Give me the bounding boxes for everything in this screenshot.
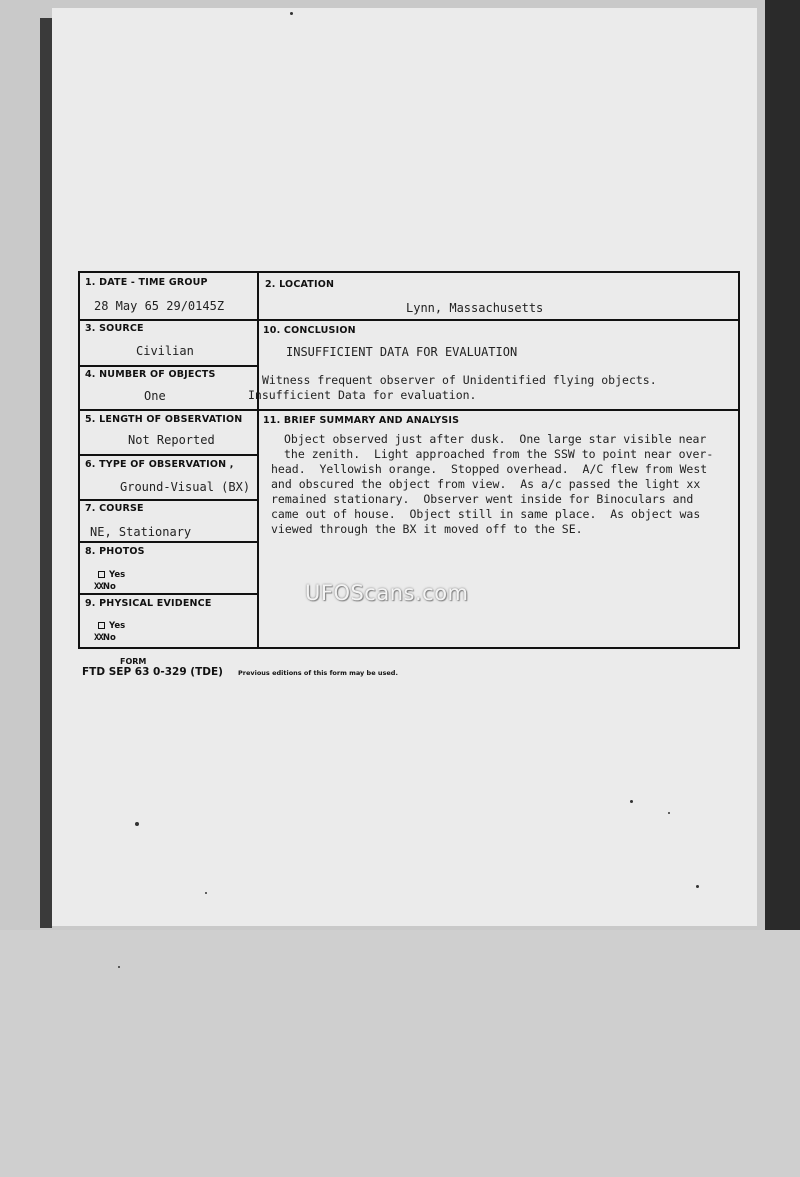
conclusion-label: 10. CONCLUSION xyxy=(263,325,356,336)
checkbox-icon xyxy=(98,571,105,578)
type-obs-value: Ground-Visual (BX) xyxy=(120,480,251,494)
source-value: Civilian xyxy=(136,344,194,358)
checkbox-icon xyxy=(98,622,105,629)
dust-speck xyxy=(696,885,699,888)
summary-line-3: head. Yellowish orange. Stopped overhead. A/C flew from West xyxy=(271,462,708,476)
watermark: UFOScans.com xyxy=(305,581,469,605)
location-label: 2. LOCATION xyxy=(265,279,335,290)
footer-form-id: FTD SEP 63 0-329 (TDE) xyxy=(82,666,223,678)
summary-line-4: and obscured the object from view. As a/c passed the light xx xyxy=(271,477,701,491)
row-divider xyxy=(80,541,258,543)
row-divider xyxy=(80,593,258,595)
summary-line-6: came out of house. Object still in same place. As object was xyxy=(271,507,701,521)
physical-evidence-label: 9. PHYSICAL EVIDENCE xyxy=(85,598,212,609)
length-obs-label: 5. LENGTH OF OBSERVATION xyxy=(85,414,243,425)
type-obs-label: 6. TYPE OF OBSERVATION , xyxy=(85,459,234,470)
dust-speck xyxy=(118,966,120,968)
summary-label: 11. BRIEF SUMMARY AND ANALYSIS xyxy=(263,415,460,426)
photos-label: 8. PHOTOS xyxy=(85,546,145,557)
summary-line-7: viewed through the BX it moved off to the SE. xyxy=(271,522,583,536)
photos-no-option: XXNo xyxy=(94,582,116,592)
background-lower xyxy=(0,930,800,1177)
conclusion-value: INSUFFICIENT DATA FOR EVALUATION xyxy=(286,345,518,359)
num-objects-value: One xyxy=(144,389,166,403)
date-value: 28 May 65 29/0145Z xyxy=(94,299,225,313)
dust-speck xyxy=(290,12,293,15)
row-divider xyxy=(80,319,258,321)
conclusion-note-line-2: Insufficient Data for evaluation. xyxy=(248,388,477,402)
physical-yes-option: Yes xyxy=(98,621,125,631)
column-divider xyxy=(257,273,259,647)
num-objects-label: 4. NUMBER OF OBJECTS xyxy=(85,369,216,380)
page-shadow xyxy=(40,18,52,928)
dust-speck xyxy=(205,892,207,894)
x-mark-icon: XX xyxy=(94,582,103,592)
row-divider xyxy=(258,319,738,321)
dust-speck xyxy=(668,812,670,814)
photos-yes-option: Yes xyxy=(98,570,125,580)
row-divider xyxy=(80,454,258,456)
row-divider xyxy=(80,365,258,367)
summary-line-1: Object observed just after dusk. One large star visible near xyxy=(284,432,707,446)
row-divider xyxy=(258,409,738,411)
dust-speck xyxy=(135,822,139,826)
footer-form-word: FORM xyxy=(120,657,147,666)
length-obs-value: Not Reported xyxy=(128,433,215,447)
footer-note: Previous editions of this form may be used. xyxy=(238,669,398,677)
row-divider xyxy=(80,409,258,411)
dust-speck xyxy=(630,800,633,803)
conclusion-note-line-1: Witness frequent observer of Unidentified flying objects. xyxy=(262,373,657,387)
location-value: Lynn, Massachusetts xyxy=(406,301,544,315)
course-value: NE, Stationary xyxy=(90,525,192,539)
physical-no-option: XXNo xyxy=(94,633,116,643)
summary-line-2: the zenith. Light approached from the SSW to point near over- xyxy=(284,447,714,461)
row-divider xyxy=(80,499,258,501)
x-mark-icon: XX xyxy=(94,633,103,643)
course-label: 7. COURSE xyxy=(85,503,144,514)
summary-line-5: remained stationary. Observer went inside for Binoculars and xyxy=(271,492,694,506)
film-edge xyxy=(765,0,800,930)
date-label: 1. DATE - TIME GROUP xyxy=(85,277,208,288)
source-label: 3. SOURCE xyxy=(85,323,144,334)
